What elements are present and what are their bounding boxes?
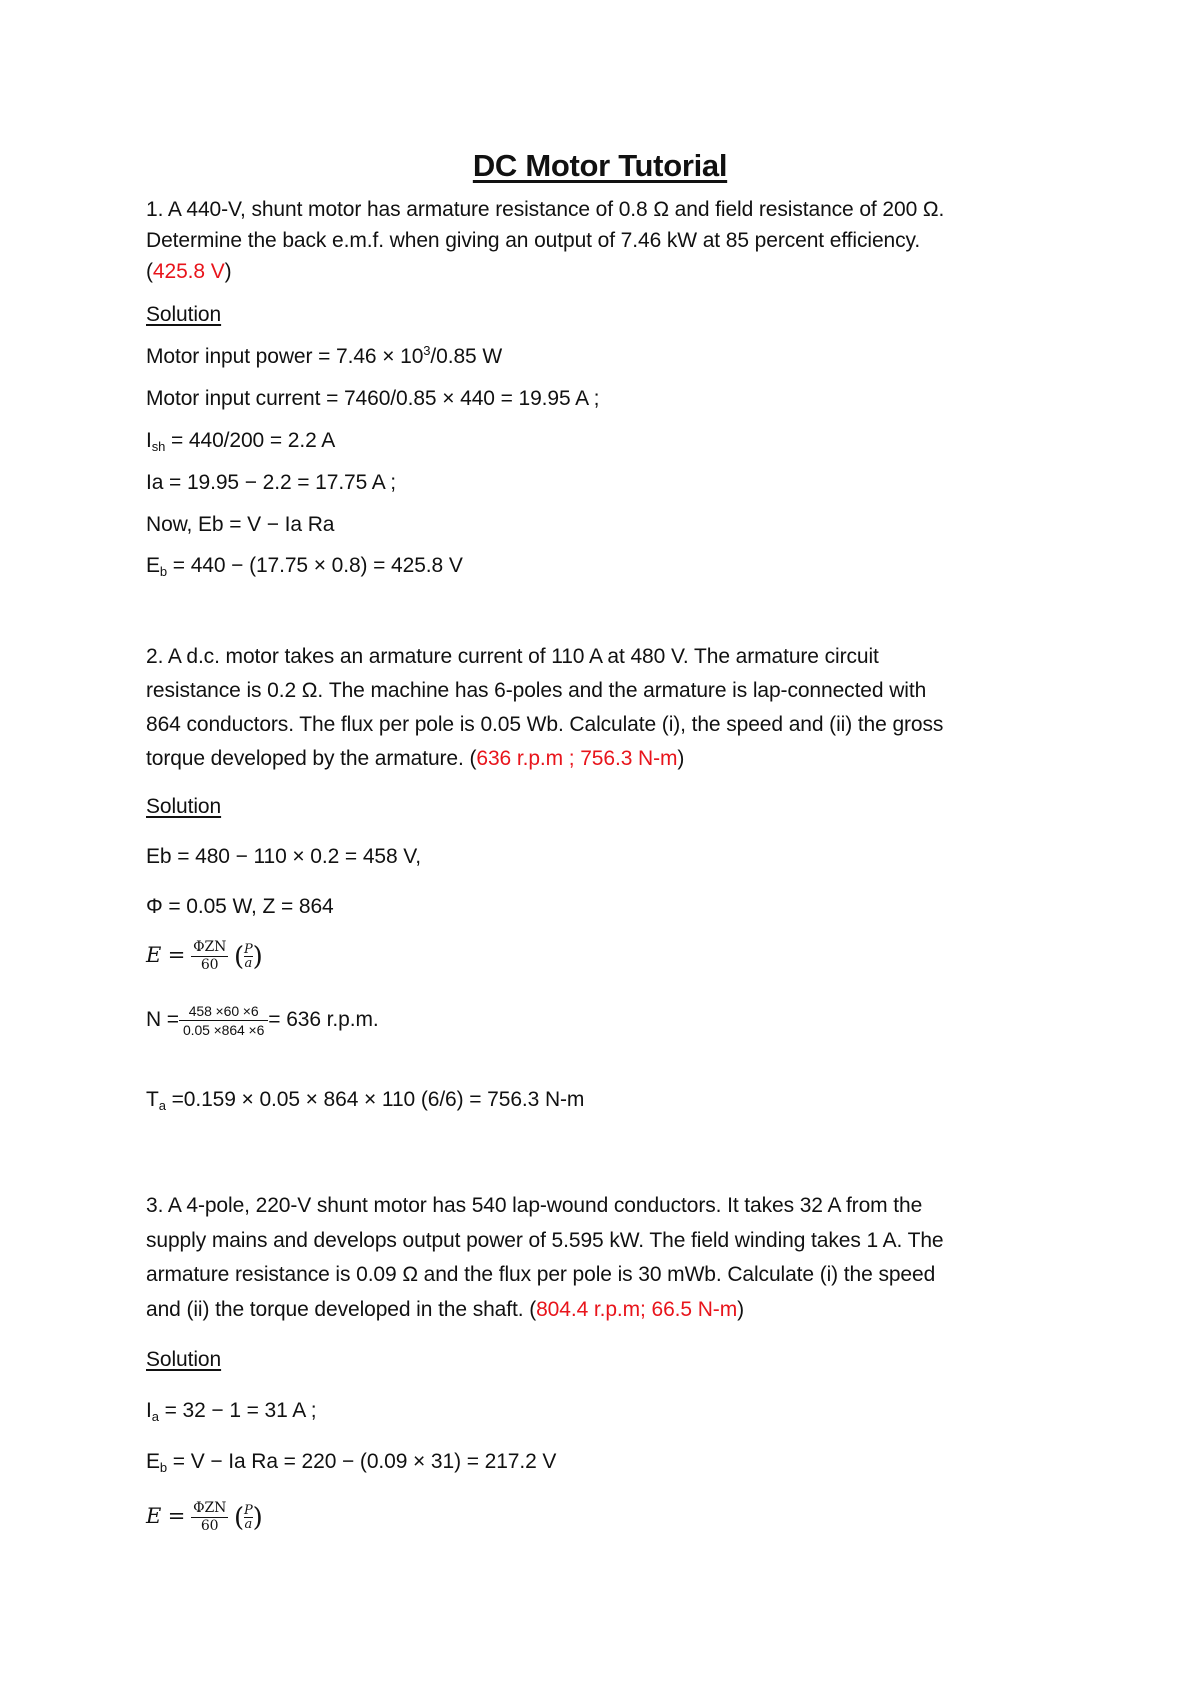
q3-step-text: E [146, 1450, 160, 1473]
q1-text-line-1: 1. A 440-V, shunt motor has armature resistance of 0.8 Ω and field resistance of 200 Ω. [146, 198, 945, 221]
equation-rhs: = 636 r.p.m. [268, 1008, 379, 1032]
answer-close-paren: ) [224, 260, 232, 283]
q3-text-line-3: armature resistance is 0.09 Ω and the flux per pole is 30 mWb. Calculate (i) the speed [146, 1263, 936, 1286]
q1-step-text: E [146, 554, 160, 577]
subscript: b [159, 564, 168, 579]
q1-step-input-power [146, 344, 502, 370]
superscript: 3 [423, 343, 431, 358]
fraction-numerator: P [244, 942, 253, 957]
q2-answer: 636 r.p.m ; 756.3 N-m [476, 747, 678, 770]
q2-step-torque [146, 1087, 584, 1113]
q2-solution-heading: Solution [146, 795, 222, 818]
q3-text-line-2: supply mains and develops output power of 5.595 kW. The field winding takes 1 A. The [146, 1229, 944, 1252]
q3-text: ) [737, 1298, 744, 1321]
q2-speed-equation [146, 1002, 379, 1039]
fraction-denominator: a [244, 1517, 253, 1532]
fraction-denominator: 60 [200, 957, 219, 973]
q3-step-armature-current [146, 1398, 316, 1424]
q1-step-text: /0.85 W [430, 345, 503, 368]
q1-step-shunt-current [146, 428, 335, 454]
q3-text-line-1: 3. A 4-pole, 220-V shunt motor has 540 lap-wound conductors. It takes 32 A from the [146, 1194, 923, 1217]
q2-emf-equation: E = $\frac{\text{ΦZN}}{60}$ ( $\frac{P}{a}$ ) [146, 939, 263, 973]
q2-step-text: T [146, 1088, 159, 1111]
q3-step-text: = V − Ia Ra = 220 − (0.09 × 31) = 217.2 V [167, 1450, 557, 1473]
q2-step-back-emf: Eb = 480 − 110 × 0.2 = 458 V, [146, 845, 422, 868]
q1-solution-heading: Solution [146, 303, 222, 326]
q3-step-back-emf [146, 1449, 556, 1475]
q1-step-back-emf-formula: Now, Eb = V − Ia Ra [146, 513, 335, 536]
fraction-denominator: 60 [200, 1518, 219, 1534]
pole-path-fraction [244, 1504, 253, 1531]
q1-step-back-emf-result [146, 553, 463, 579]
q2-text-line-1: 2. A d.c. motor takes an armature current of 110 A at 480 V. The armature circuit [146, 645, 879, 668]
equation-lhs: E = [146, 943, 186, 968]
q1-step-input-current: Motor input current = 7460/0.85 × 440 = 19.95 A ; [146, 387, 600, 410]
q3-text-line-4 [146, 1297, 744, 1323]
q2-text-line-4 [146, 746, 684, 772]
emf-fraction [191, 1500, 228, 1535]
fraction-denominator: 0.05 ×864 ×6 [182, 1022, 265, 1038]
q1-answer: 425.8 V [152, 260, 225, 283]
subscript: a [158, 1098, 166, 1113]
q2-step-flux: Φ = 0.05 W, Z = 864 [146, 895, 334, 918]
q2-step-text: =0.159 × 0.05 × 864 × 110 (6/6) = 756.3 N-m [165, 1088, 585, 1111]
answer-open-paren: ( [146, 260, 153, 283]
q1-step-text: Motor input power = 7.46 × 10 [146, 345, 424, 368]
q3-step-text: = 32 − 1 = 31 A ; [158, 1399, 317, 1422]
q2-text: ) [677, 747, 685, 770]
q2-text-line-2: resistance is 0.2 Ω. The machine has 6-poles and the armature is lap-connected with [146, 679, 927, 702]
speed-fraction [179, 1002, 268, 1039]
q1-answer-line [146, 259, 232, 285]
equation-lhs: N = [146, 1008, 179, 1032]
q3-text: and (ii) the torque developed in the shaft. ( [146, 1298, 537, 1321]
q1-step-text: = 440 − (17.75 × 0.8) = 425.8 V [167, 554, 463, 577]
fraction-numerator: 458 ×60 ×6 [179, 1002, 268, 1021]
q1-step-text: = 440/200 = 2.2 A [165, 429, 336, 452]
q3-step-text: I [146, 1399, 152, 1422]
equation-lhs: E = [146, 1504, 186, 1529]
q1-text-line-2: Determine the back e.m.f. when giving an output of 7.46 kW at 85 percent efficiency. [146, 229, 921, 252]
fraction-denominator: a [244, 956, 253, 971]
fraction-numerator: ΦZN [193, 1500, 227, 1516]
q2-text-line-3: 864 conductors. The flux per pole is 0.05 Wb. Calculate (i), the speed and (ii) the gross [146, 713, 944, 736]
page-title: DC Motor Tutorial [472, 148, 728, 183]
fraction-numerator: P [244, 1503, 253, 1518]
fraction-numerator: ΦZN [193, 939, 227, 955]
q3-answer: 804.4 r.p.m; 66.5 N-m [536, 1298, 738, 1321]
q1-step-armature-current: Ia = 19.95 − 2.2 = 17.75 A ; [146, 471, 397, 494]
subscript: sh [151, 439, 166, 454]
pole-path-fraction [244, 943, 253, 970]
q2-text: torque developed by the armature. ( [146, 747, 477, 770]
q3-emf-equation: E = $\frac{\text{ΦZN}}{60}$ ( $\frac{P}{a}$ ) [146, 1500, 263, 1534]
emf-fraction [191, 939, 228, 974]
q1-step-text: I [146, 429, 152, 452]
subscript: b [159, 1460, 168, 1475]
q3-solution-heading: Solution [146, 1348, 222, 1371]
subscript: a [151, 1409, 159, 1424]
